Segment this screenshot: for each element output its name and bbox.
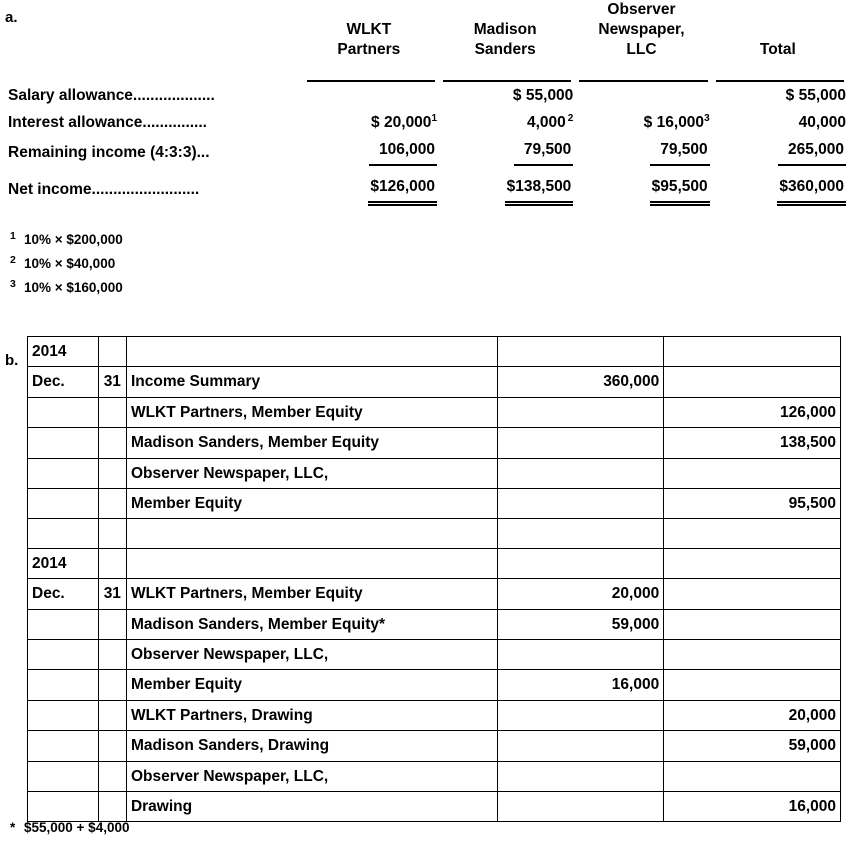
amount-number: 16,000 (656, 114, 705, 131)
journal-account-description: Observer Newspaper, LLC, (126, 640, 497, 670)
income-distribution-section (0, 0, 850, 330)
journal-table-body (28, 337, 841, 822)
amount-number: 79,500 (523, 141, 572, 158)
income-distribution-table (8, 0, 846, 203)
journal-credit-amount: 95,500 (664, 489, 841, 519)
header-row-1 (8, 0, 846, 20)
journal-account-description: Observer Newspaper, LLC, (126, 761, 497, 791)
amount-number: 55,000 (798, 87, 846, 104)
distribution-row (8, 82, 846, 109)
journal-credit-amount: 126,000 (664, 397, 841, 427)
journal-date-month (28, 640, 99, 670)
footnote-reference: 3 (704, 112, 710, 124)
journal-debit-amount (498, 337, 664, 367)
journal-credit-amount (664, 367, 841, 397)
journal-credit-amount (664, 519, 841, 548)
amount-value (650, 173, 710, 203)
col-header-total-line3: Total (759, 41, 796, 58)
footnote-asterisk-text: $55,000 + $4,000 (24, 820, 130, 835)
distribution-amount-cell (437, 173, 573, 203)
journal-debit-amount: 360,000 (498, 367, 664, 397)
header-rule-total (710, 62, 846, 82)
journal-account-description: Drawing (126, 792, 497, 822)
distribution-amount-cell (301, 173, 437, 203)
journal-date-day (98, 792, 126, 822)
journal-date-day: 31 (98, 367, 126, 397)
journal-debit-amount (498, 428, 664, 458)
footnote-text: 10% × $160,000 (24, 280, 123, 295)
header-rule-madison (437, 62, 573, 82)
col-header-observer-line2: Newspaper, (598, 21, 685, 38)
journal-date-month (28, 458, 99, 488)
amount-value (371, 109, 437, 136)
journal-debit-amount (498, 731, 664, 761)
distribution-row (8, 136, 846, 166)
journal-row (28, 367, 841, 397)
journal-row (28, 609, 841, 639)
journal-date-day (98, 761, 126, 791)
amount-number: 40,000 (798, 114, 846, 131)
header-spacer (8, 0, 301, 20)
distribution-row (8, 109, 846, 136)
journal-date-day (98, 458, 126, 488)
header-rule-observer (573, 62, 709, 82)
distribution-row (8, 173, 846, 203)
footnote-line: 1 10% × $200,000 (10, 229, 123, 247)
header-spacer (8, 40, 301, 62)
amount-value (513, 82, 573, 109)
amount-number: 4,000 (526, 114, 566, 131)
journal-account-description (126, 337, 497, 367)
distribution-row-label: Salary allowance................... (8, 87, 215, 104)
journal-date-day (98, 337, 126, 367)
header-underline-row (8, 62, 846, 82)
currency-symbol: $ (643, 114, 653, 131)
journal-credit-amount: 59,000 (664, 731, 841, 761)
journal-credit-amount (664, 337, 841, 367)
journal-debit-amount (498, 548, 664, 578)
journal-date-day (98, 519, 126, 548)
distribution-amount-cell (710, 109, 846, 136)
journal-row (28, 700, 841, 730)
amount-number: 106,000 (378, 141, 435, 158)
amount-value (527, 109, 573, 136)
footnote-reference: 2 (567, 112, 574, 124)
journal-account-description: Madison Sanders, Drawing (126, 731, 497, 761)
amount-value (514, 136, 573, 166)
journal-debit-amount (498, 489, 664, 519)
journal-account-description: Member Equity (126, 489, 497, 519)
distribution-amount-cell (301, 136, 437, 166)
distribution-amount-cell (573, 136, 709, 166)
footnote-line: 3 10% × $160,000 (10, 277, 123, 295)
journal-debit-amount (498, 458, 664, 488)
distribution-amount-cell (301, 82, 437, 109)
journal-date-day (98, 731, 126, 761)
journal-date-day (98, 428, 126, 458)
journal-entries-table (27, 336, 841, 822)
journal-account-description: WLKT Partners, Member Equity (126, 579, 497, 609)
journal-account-description: Madison Sanders, Member Equity* (126, 609, 497, 639)
journal-date-day (98, 397, 126, 427)
amount-value (368, 173, 437, 203)
journal-row (28, 548, 841, 578)
amount-value (369, 136, 437, 166)
journal-date-month: 2014 (28, 548, 99, 578)
journal-debit-amount (498, 792, 664, 822)
journal-date-month (28, 731, 99, 761)
part-a-footnotes (10, 228, 123, 300)
journal-row (28, 731, 841, 761)
distribution-amount-cell (573, 82, 709, 109)
distribution-amount-cell (437, 82, 573, 109)
journal-row (28, 792, 841, 822)
journal-account-description: Madison Sanders, Member Equity (126, 428, 497, 458)
journal-date-day (98, 609, 126, 639)
amount-value (505, 173, 574, 203)
header-row-2 (8, 20, 846, 40)
footnote-line: 2 10% × $40,000 (10, 253, 116, 271)
journal-account-description: WLKT Partners, Drawing (126, 700, 497, 730)
journal-date-day (98, 548, 126, 578)
col-header-madison-line1 (437, 0, 573, 20)
journal-date-month (28, 792, 99, 822)
amount-value (650, 136, 709, 166)
distribution-amount-cell (710, 136, 846, 166)
journal-account-description: Member Equity (126, 670, 497, 700)
amount-number: $126,000 (370, 178, 435, 195)
journal-debit-amount: 16,000 (498, 670, 664, 700)
col-header-madison-line3: Sanders (474, 41, 536, 58)
distribution-row-label: Net income......................... (8, 181, 200, 198)
journal-account-description (126, 548, 497, 578)
journal-debit-amount: 20,000 (498, 579, 664, 609)
journal-credit-amount (664, 670, 841, 700)
spacer-cell (710, 166, 846, 173)
amount-value (777, 173, 846, 203)
header-spacer (8, 20, 301, 40)
currency-symbol: $ (371, 114, 380, 131)
part-b-label: b. (5, 352, 19, 369)
header-row-3 (8, 40, 846, 62)
amount-value (799, 109, 846, 136)
amount-number: $138,500 (506, 178, 572, 195)
journal-credit-amount (664, 579, 841, 609)
journal-row (28, 428, 841, 458)
journal-row (28, 337, 841, 367)
col-header-madison-line2: Madison (473, 21, 537, 38)
spacer-cell (8, 166, 301, 173)
journal-date-month (28, 397, 99, 427)
footnote-text: 10% × $200,000 (24, 232, 123, 247)
journal-row (28, 458, 841, 488)
distribution-amount-cell (437, 136, 573, 166)
journal-debit-amount (498, 397, 664, 427)
col-header-wlkt-line2: WLKT (346, 21, 392, 38)
journal-account-description: Observer Newspaper, LLC, (126, 458, 497, 488)
distribution-row-label: Interest allowance............... (8, 114, 207, 131)
currency-symbol: $ (512, 87, 522, 104)
journal-date-day (98, 489, 126, 519)
journal-date-day (98, 670, 126, 700)
amount-value (786, 82, 846, 109)
journal-debit-amount (498, 519, 664, 548)
amount-number: $360,000 (779, 178, 844, 195)
amount-value (778, 136, 846, 166)
journal-credit-amount (664, 640, 841, 670)
footnote-asterisk-mark: * (10, 820, 16, 835)
distribution-row-label: Remaining income (4:3:3)... (8, 144, 210, 161)
journal-row (28, 640, 841, 670)
part-b-footnote (10, 820, 129, 835)
amount-number: 20,000 (384, 114, 432, 131)
journal-date-day: 31 (98, 579, 126, 609)
distribution-amount-cell (437, 109, 573, 136)
header-rule-spacer (8, 62, 301, 82)
journal-credit-amount (664, 548, 841, 578)
journal-row (28, 519, 841, 548)
journal-debit-amount: 59,000 (498, 609, 664, 639)
journal-date-day (98, 640, 126, 670)
col-header-wlkt-line1 (301, 0, 437, 20)
journal-row (28, 489, 841, 519)
journal-credit-amount (664, 458, 841, 488)
header-rule-wlkt (301, 62, 437, 82)
journal-credit-amount (664, 609, 841, 639)
distribution-amount-cell (710, 82, 846, 109)
journal-date-month (28, 428, 99, 458)
spacer-cell (301, 166, 437, 173)
distribution-amount-cell (573, 109, 709, 136)
distribution-amount-cell (710, 173, 846, 203)
footnote-reference: 1 (431, 112, 437, 124)
journal-row (28, 670, 841, 700)
amount-number: 265,000 (787, 141, 844, 158)
journal-date-month: Dec. (28, 579, 99, 609)
journal-account-description: Income Summary (126, 367, 497, 397)
journal-date-month (28, 700, 99, 730)
distribution-row-spacer (8, 166, 846, 173)
spacer-cell (573, 166, 709, 173)
journal-credit-amount: 138,500 (664, 428, 841, 458)
journal-row (28, 397, 841, 427)
journal-date-month (28, 519, 99, 548)
journal-credit-amount: 20,000 (664, 700, 841, 730)
journal-debit-amount (498, 761, 664, 791)
footnote-text: 10% × $40,000 (24, 256, 116, 271)
journal-date-month (28, 489, 99, 519)
amount-number: $95,500 (651, 178, 708, 195)
journal-date-month (28, 609, 99, 639)
journal-row (28, 761, 841, 791)
col-header-total-line2 (710, 20, 846, 40)
journal-account-description (126, 519, 497, 548)
journal-date-month (28, 670, 99, 700)
journal-date-month: 2014 (28, 337, 99, 367)
journal-date-month: Dec. (28, 367, 99, 397)
col-header-wlkt-line3: Partners (337, 41, 401, 58)
amount-number: 79,500 (660, 141, 708, 158)
amount-value (644, 109, 710, 136)
part-a-label: a. (5, 9, 18, 26)
journal-date-month (28, 761, 99, 791)
journal-date-day (98, 700, 126, 730)
currency-symbol: $ (785, 87, 795, 104)
journal-debit-amount (498, 640, 664, 670)
journal-credit-amount (664, 761, 841, 791)
distribution-table-head (8, 0, 846, 82)
journal-row (28, 579, 841, 609)
col-header-total-line1 (710, 0, 846, 20)
distribution-amount-cell (301, 109, 437, 136)
journal-debit-amount (498, 700, 664, 730)
distribution-amount-cell (573, 173, 709, 203)
journal-credit-amount: 16,000 (664, 792, 841, 822)
spacer-cell (437, 166, 573, 173)
col-header-observer-line3: LLC (626, 41, 657, 58)
col-header-observer-line1: Observer (607, 1, 676, 18)
amount-number: 55,000 (525, 87, 574, 104)
journal-account-description: WLKT Partners, Member Equity (126, 397, 497, 427)
distribution-table-body (8, 82, 846, 203)
